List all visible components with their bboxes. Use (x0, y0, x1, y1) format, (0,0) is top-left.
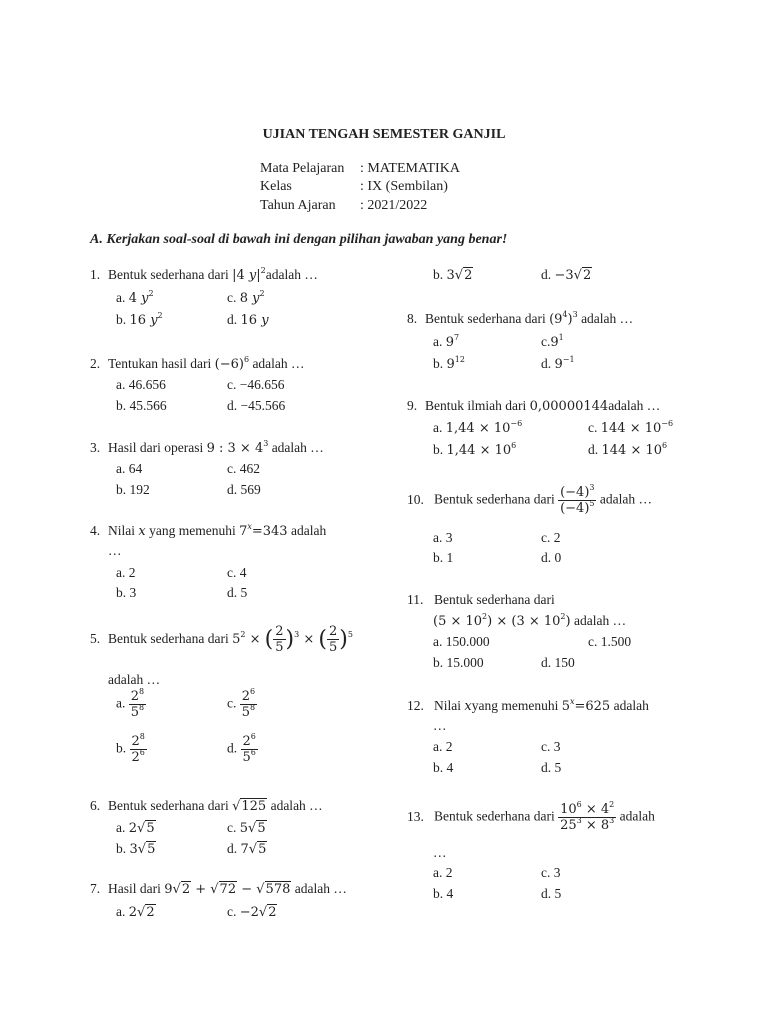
q11-option-c[interactable]: c. 1.500 (588, 634, 632, 649)
q2-option-d[interactable]: d. −45.566 (227, 398, 286, 413)
q5-continuation: adalah … (108, 672, 161, 687)
q12-option-a[interactable]: a. 2 (433, 739, 453, 754)
q10-option-a[interactable]: a. 3 (433, 530, 453, 545)
q1-option-a[interactable]: a. 4 $y^2$ (116, 289, 154, 306)
q11-option-a[interactable]: a. 150.000 (433, 634, 490, 649)
q8-option-a[interactable]: a. $9^7$ (433, 333, 460, 350)
q10-option-d[interactable]: d. 0 (541, 550, 562, 565)
q12-option-d[interactable]: d. 5 (541, 760, 562, 775)
question-4: 4. Nilai x yang memenuhi $7^x=343$ adalah (90, 522, 327, 539)
q7-option-b[interactable]: b. 3√2 (433, 267, 473, 283)
q10-option-c[interactable]: c. 2 (541, 530, 561, 545)
q11-expression: $(5 \times 10^2) \times (3 \times 10^2)$ adalah … (433, 612, 627, 629)
q2-option-b[interactable]: b. 45.566 (116, 398, 167, 413)
question-6: 6. Bentuk sederhana dari √125 adalah … (90, 798, 323, 814)
q4-option-a[interactable]: a. 2 (116, 565, 136, 580)
q5-option-b[interactable]: b. $\frac{2^8}{2^6}$ (116, 732, 145, 765)
q7-option-c[interactable]: c. −2√2 (227, 904, 277, 920)
q10-option-b[interactable]: b. 1 (433, 550, 454, 565)
q12-option-b[interactable]: b. 4 (433, 760, 454, 775)
q8-option-b[interactable]: b. $9^{12}$ (433, 355, 465, 372)
question-8: 8. Bentuk sederhana dari $(9^4)^3$ adalah … (407, 310, 634, 327)
q3-option-b[interactable]: b. 192 (116, 482, 150, 497)
q7-option-a[interactable]: a. 2√2 (116, 904, 155, 920)
question-7: 7. Hasil dari 9√2 + √72 − √578 adalah … (90, 881, 347, 897)
question-13: 13. Bentuk sederhana dari $\frac{10^6 \times 4^2}{25^3 \times 8^3}$ adalah (407, 800, 655, 833)
question-9: 9. Bentuk ilmiah dari 0,00000144adalah … (407, 398, 661, 414)
q9-option-d[interactable]: d. $144 \times 10^6$ (588, 441, 668, 458)
q9-option-b[interactable]: b. $1,44 \times 10^6$ (433, 441, 517, 458)
class-row: Kelas : IX (Sembilan) (260, 179, 448, 194)
q6-option-c[interactable]: c. 5√5 (227, 820, 266, 836)
q4-option-d[interactable]: d. 5 (227, 585, 248, 600)
q6-option-a[interactable]: a. 2√5 (116, 820, 155, 836)
q7-option-d[interactable]: d. −3√2 (541, 267, 592, 283)
q11-option-d[interactable]: d. 150 (541, 655, 575, 670)
q3-option-c[interactable]: c. 462 (227, 461, 260, 476)
q4-continuation: … (108, 543, 122, 558)
q12-continuation: … (433, 718, 447, 733)
q1-option-d[interactable]: d. 16 y (227, 312, 269, 328)
question-10: 10. Bentuk sederhana dari $\frac{(-4)^3}{(-4)^5}$ adalah … (407, 483, 652, 516)
q5-option-a[interactable]: a. $\frac{2^8}{5^8}$ (116, 687, 145, 720)
q6-option-b[interactable]: b. 3√5 (116, 841, 156, 857)
q9-option-c[interactable]: c. $144 \times 10^{-6}$ (588, 419, 674, 436)
q13-option-c[interactable]: c. 3 (541, 865, 561, 880)
question-1: 1. Bentuk sederhana dari |4 $y|^2adalah$ … (90, 266, 318, 283)
q13-option-d[interactable]: d. 5 (541, 886, 562, 901)
q6-option-d[interactable]: d. 7√5 (227, 841, 267, 857)
q2-option-a[interactable]: a. 46.656 (116, 377, 166, 392)
instruction: A. Kerjakan soal-soal di bawah ini dengan pilihan jawaban yang benar! (90, 232, 508, 247)
q3-option-d[interactable]: d. 569 (227, 482, 261, 497)
q13-option-a[interactable]: a. 2 (433, 865, 453, 880)
year-row: Tahun Ajaran : 2021/2022 (260, 198, 428, 213)
q11-option-b[interactable]: b. 15.000 (433, 655, 484, 670)
q4-option-b[interactable]: b. 3 (116, 585, 137, 600)
q1-option-c[interactable]: c. 8 $y^2$ (227, 289, 265, 306)
q5-option-c[interactable]: c. $\frac{2^6}{5^8}$ (227, 687, 256, 720)
page-title: UJIAN TENGAH SEMESTER GANJIL (262, 127, 506, 142)
subject-row: Mata Pelajaran : MATEMATIKA (260, 161, 460, 176)
q8-option-c[interactable]: $c.9^1$ (541, 333, 564, 350)
q13-option-b[interactable]: b. 4 (433, 886, 454, 901)
question-12: 12. Nilai xyang memenuhi $5^x=625$ adalah (407, 697, 649, 714)
question-2: 2. Tentukan hasil dari $(-6)^6$ adalah … (90, 355, 305, 372)
q1-option-b[interactable]: b. 16 $y^2$ (116, 311, 163, 328)
q13-continuation: … (433, 845, 447, 860)
q3-option-a[interactable]: a. 64 (116, 461, 143, 476)
q2-option-c[interactable]: c. −46.656 (227, 377, 285, 392)
q9-option-a[interactable]: a. $1,44 \times 10^{-6}$ (433, 419, 523, 436)
q5-option-d[interactable]: d. $\frac{2^6}{5^6}$ (227, 732, 256, 765)
question-5: 5. Bentuk sederhana dari $5^2$ × ( $\frac{2}{5}$ )$^3$ × ( $\frac{2}{5}$ )$^5$ (90, 624, 353, 655)
question-11: 11. Bentuk sederhana dari (407, 592, 555, 607)
q12-option-c[interactable]: c. 3 (541, 739, 561, 754)
q8-option-d[interactable]: d. $9^{-1}$ (541, 355, 575, 372)
q4-option-c[interactable]: c. 4 (227, 565, 247, 580)
question-3: 3. Hasil dari operasi 9 : $3 \times 4^3$ adalah … (90, 439, 324, 456)
